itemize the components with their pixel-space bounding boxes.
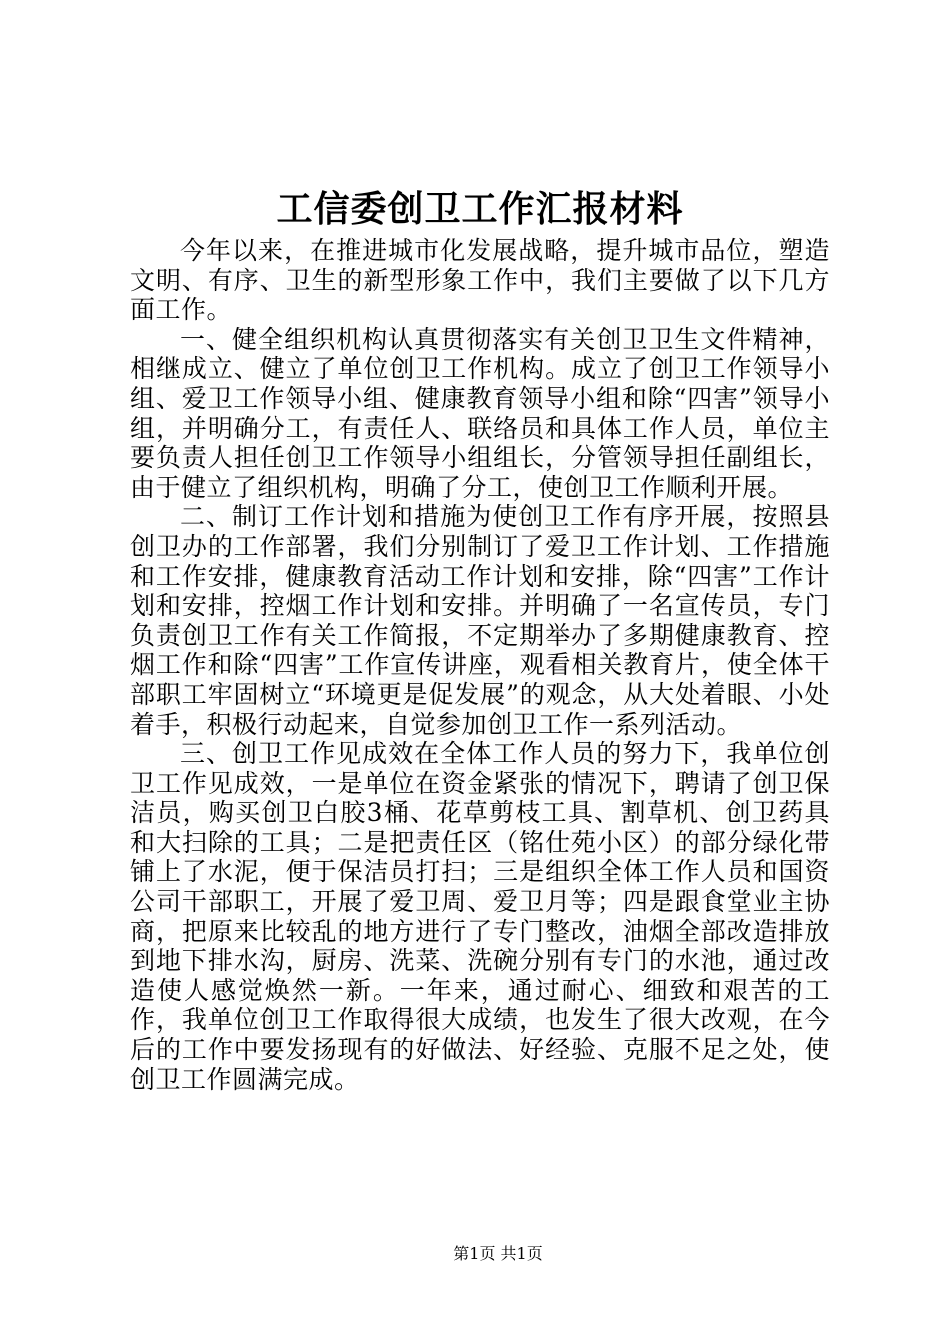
document-body: [130, 236, 830, 1094]
paragraph-section-2: 二、制订工作计划和措施为使创卫工作有序开展，按照县创卫办的工作部署，我们分别制订了爱卫工作计划、工作措施和工作安排，健康教育活动工作计划和安排，除“四害”工作计划和安排，控烟工作计划和安排。并明确了一名宣传员，专门负责创卫工作有关工作简报，不定期举办了多期健康教育、控烟工作和除“四害”工作宣传讲座，观看相关教育片，使全体干部职工牢固树立“环境更是促发展”的观念，从大处着眼、小处着手，积极行动起来，自觉参加创卫工作一系列活动。: [130, 502, 830, 739]
document-title: 工信委创卫工作汇报材料: [276, 188, 684, 230]
paragraph-section-1: 一、健全组织机构认真贯彻落实有关创卫卫生文件精神，相继成立、健立了单位创卫工作机构。成立了创卫工作领导小组、爱卫工作领导小组、健康教育领导小组和除“四害”领导小组，并明确分工，有责任人、联络员和具体工作人员，单位主要负责人担任创卫工作领导小组组长，分管领导担任副组长，由于健立了组织机构，明确了分工，使创卫工作顺利开展。: [130, 324, 830, 502]
page-footer: 第1页 共1页: [453, 1244, 543, 1263]
paragraph-intro: 今年以来，在推进城市化发展战略，提升城市品位，塑造文明、有序、卫生的新型形象工作中，我们主要做了以下几方面工作。: [130, 236, 830, 325]
paragraph-section-3: 三、创卫工作见成效在全体工作人员的努力下，我单位创卫工作见成效，一是单位在资金紧张的情况下，聘请了创卫保洁员，购买创卫白胶3桶、花草剪枝工具、割草机、创卫药具和大扫除的工具；二是把责任区（铭仕苑小区）的部分绿化带铺上了水泥，便于保洁员打扫；三是组织全体工作人员和国资公司干部职工，开展了爱卫周、爱卫月等；四是跟食堂业主协商，把原来比较乱的地方进行了专门整改，油烟全部改造排放到地下排水沟，厨房、洗菜、洗碗分别有专门的水池，通过改造使人感觉焕然一新。一年来，通过耐心、细致和艰苦的工作，我单位创卫工作取得很大成绩，也发生了很大改观，在今后的工作中要发扬现有的好做法、好经验、克服不足之处，使创卫工作圆满完成。: [130, 739, 830, 1094]
